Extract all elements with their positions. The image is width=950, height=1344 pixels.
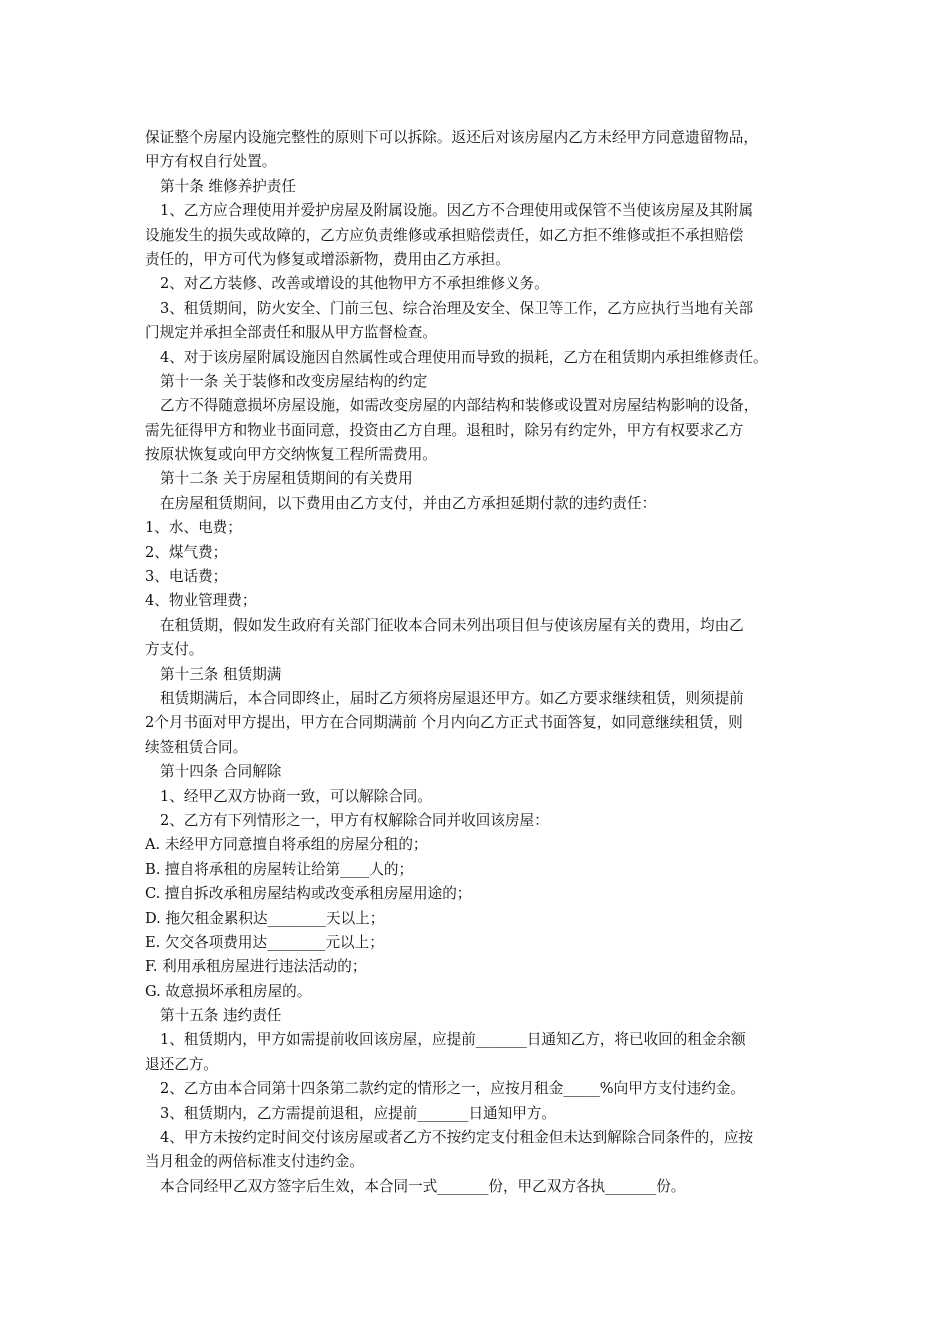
list-item: E. 欠交各项费用达________元以上； bbox=[145, 933, 384, 951]
text-line: 设施发生的损失或故障的，乙方应负责维修或承担赔偿责任，如乙方拒不维修或拒不承担赔偿 bbox=[145, 226, 744, 244]
list-item: 4、物业管理费； bbox=[145, 592, 257, 610]
section-heading: 第十三条 租赁期满 bbox=[160, 665, 282, 683]
text-line: 门规定并承担全部责任和服从甲方监督检查。 bbox=[145, 324, 437, 342]
section-heading: 第十一条 关于装修和改变房屋结构的约定 bbox=[160, 372, 428, 390]
text-line: 1、租赁期内，甲方如需提前收回该房屋，应提前_______日通知乙方，将已收回的租金余额 bbox=[160, 1031, 746, 1049]
list-item: 2、煤气费； bbox=[145, 543, 228, 561]
text-line: 甲方有权自行处置。 bbox=[145, 153, 277, 171]
text-line: 乙方不得随意损坏房屋设施，如需改变房屋的内部结构和装修或设置对房屋结构影响的设备， bbox=[160, 397, 759, 415]
text-line: 3、租赁期间，防火安全、门前三包、综合治理及安全、保卫等工作，乙方应执行当地有关部 bbox=[160, 299, 754, 317]
text-line: 在租赁期，假如发生政府有关部门征收本合同未列出项目但与使该房屋有关的费用，均由乙 bbox=[160, 616, 744, 634]
text-line: 租赁期满后，本合同即终止，届时乙方须将房屋退还甲方。如乙方要求继续租赁，则须提前 bbox=[160, 689, 744, 707]
section-heading: 第十五条 违约责任 bbox=[160, 1007, 282, 1025]
text-line: 需先征得甲方和物业书面同意，投资由乙方自理。退租时，除另有约定外，甲方有权要求乙方 bbox=[145, 421, 744, 439]
text-line: 退还乙方。 bbox=[145, 1055, 218, 1073]
text-line: 2、乙方由本合同第十四条第二款约定的情形之一，应按月租金_____%向甲方支付违约金。 bbox=[160, 1080, 746, 1098]
list-item: A. 未经甲方同意擅自将承组的房屋分租的； bbox=[145, 836, 428, 854]
list-item: D. 拖欠租金累积达________天以上； bbox=[145, 909, 385, 927]
text-line: 在房屋租赁期间，以下费用由乙方支付，并由乙方承担延期付款的违约责任： bbox=[160, 494, 657, 512]
section-heading: 第十二条 关于房屋租赁期间的有关费用 bbox=[160, 470, 413, 488]
text-line: 当月租金的两倍标准支付违约金。 bbox=[145, 1153, 364, 1171]
list-item: B. 擅自将承租的房屋转让给第____人的； bbox=[145, 860, 414, 878]
text-line: 本合同经甲乙双方签字后生效，本合同一式_______份，甲乙双方各执_______份。 bbox=[160, 1177, 686, 1195]
section-heading: 第十条 维修养护责任 bbox=[160, 177, 296, 195]
text-line: 4、甲方未按约定时间交付该房屋或者乙方不按约定支付租金但未达到解除合同条件的，应按 bbox=[160, 1129, 754, 1147]
text-line: 1、乙方应合理使用并爱护房屋及附属设施。因乙方不合理使用或保管不当使该房屋及其附属 bbox=[160, 202, 754, 220]
text-line: 方支付。 bbox=[145, 641, 204, 659]
text-line: 2个月书面对甲方提出，甲方在合同期满前 个月内向乙方正式书面答复，如同意继续租赁，则 bbox=[145, 714, 743, 732]
section-heading: 第十四条 合同解除 bbox=[160, 763, 282, 781]
text-line: 4、对于该房屋附属设施因自然属性或合理使用而导致的损耗，乙方在租赁期内承担维修责任。 bbox=[160, 348, 768, 366]
text-line: 2、乙方有下列情形之一，甲方有权解除合同并收回该房屋： bbox=[160, 811, 549, 829]
list-item: F. 利用承租房屋进行违法活动的； bbox=[145, 958, 367, 976]
text-line: 责任的，甲方可代为修复或增添新物，费用由乙方承担。 bbox=[145, 250, 510, 268]
list-item: C. 擅自拆改承租房屋结构或改变承租房屋用途的； bbox=[145, 885, 472, 903]
text-line: 续签租赁合同。 bbox=[145, 738, 248, 756]
text-line: 保证整个房屋内设施完整性的原则下可以拆除。返还后对该房屋内乙方未经甲方同意遗留物品， bbox=[145, 129, 758, 146]
list-item: G. 故意损坏承租房屋的。 bbox=[145, 982, 312, 1000]
document-body bbox=[145, 126, 825, 1199]
text-line: 2、对乙方装修、改善或增设的其他物甲方不承担维修义务。 bbox=[160, 275, 549, 293]
text-line: 按原状恢复或向甲方交纳恢复工程所需费用。 bbox=[145, 446, 437, 464]
list-item: 3、电话费； bbox=[145, 568, 228, 586]
list-item: 1、水、电费； bbox=[145, 519, 242, 537]
text-line: 1、经甲乙双方协商一致，可以解除合同。 bbox=[160, 787, 432, 805]
text-line: 3、租赁期内，乙方需提前退租，应提前_______日通知甲方。 bbox=[160, 1104, 557, 1122]
